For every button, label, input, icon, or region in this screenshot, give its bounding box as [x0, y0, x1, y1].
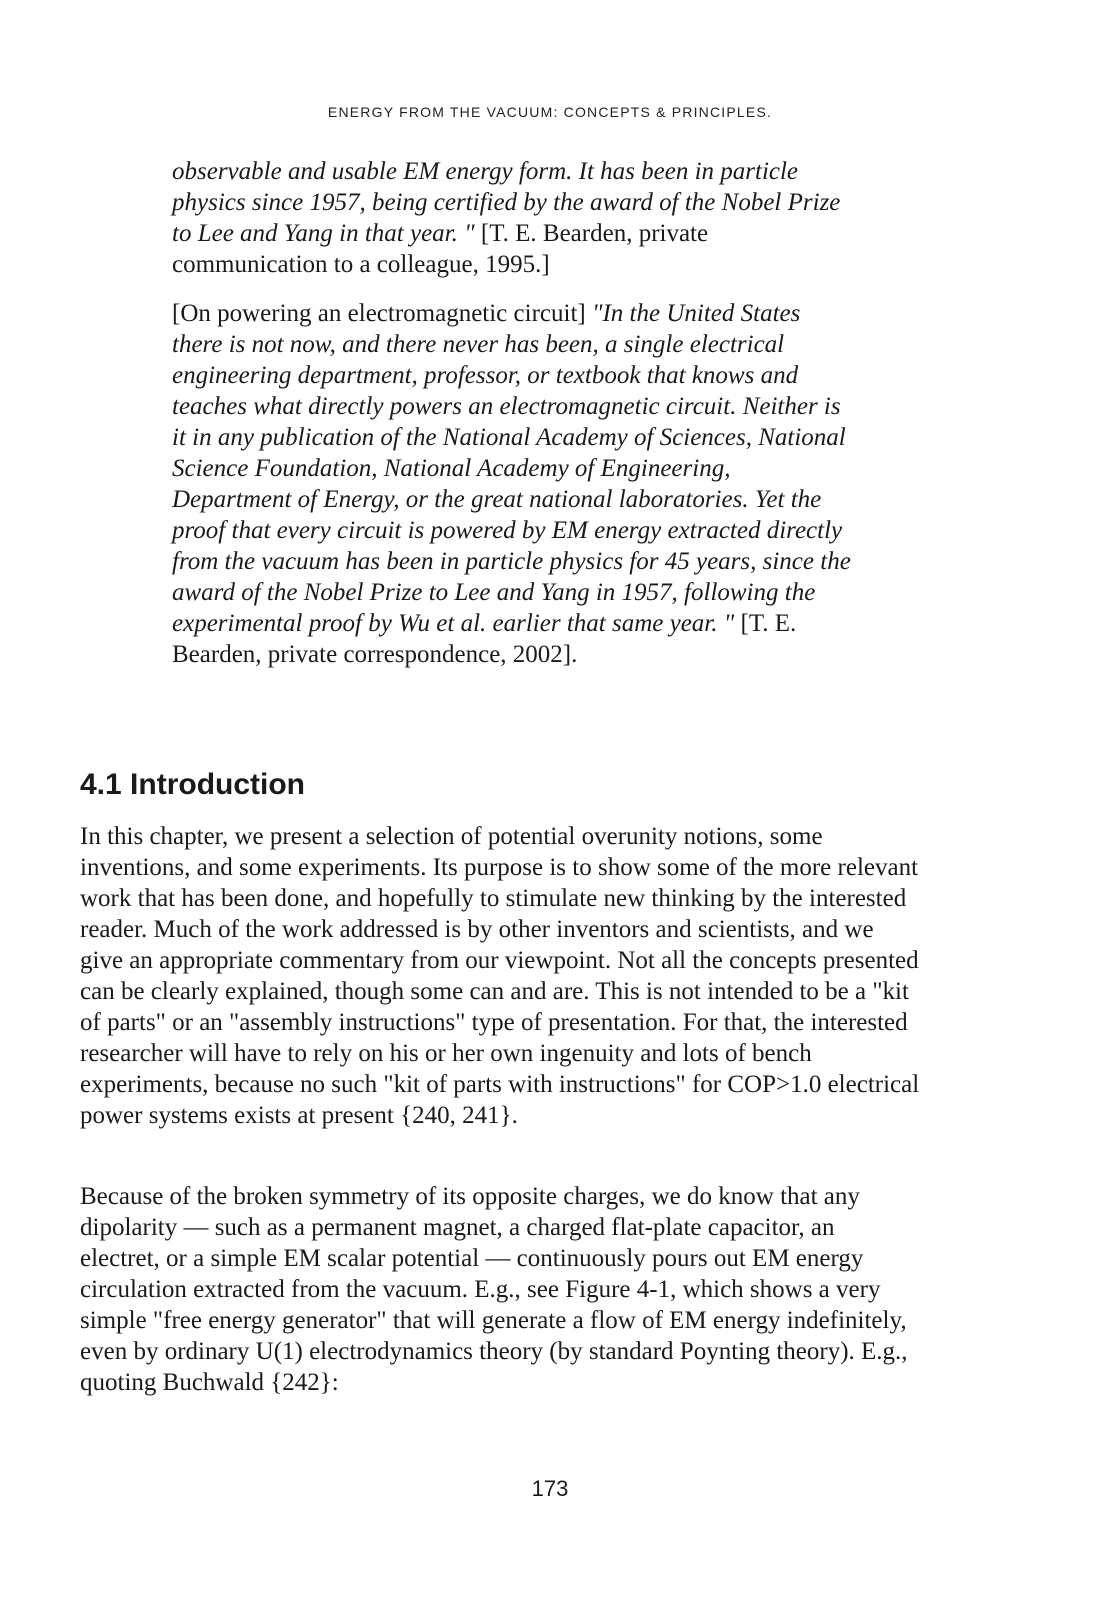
body-paragraph: In this chapter, we present a selection of potential overunity notions, some inventions, and some experiments. Its purpose is to show some of the more relevant work that has been done, and hopefully to stimulate new thinking by the interested reader. Much of the work addressed is by other inventors and scientists, and we give an appropriate commentary from our viewpoint. Not all the concepts presented can be clearly explained, though some can and are. This is not intended to be a "kit of parts" or an "assembly instructions" type of presentation. For that, the interested researcher will have to rely on his or her own ingenuity and lots of bench experiments, because no such "kit of parts with instructions" for COP>1.0 electrical power systems exists at present {240, 241}. [80, 823, 920, 1129]
body-paragraph: Because of the broken symmetry of its opposite charges, we do know that any dipolarity — such as a permanent magnet, a charged flat-plate capacitor, an electret, or a simple EM scalar potential — continuously pours out EM energy circulation extracted from the vacuum. E.g., see Figure 4-1, which shows a very simple "free energy generator" that will generate a flow of EM energy indefinitely, even by ordinary U(1) electrodynamics theory (by standard Poynting theory). E.g., quoting Buchwald {242}: [80, 1183, 908, 1396]
quote-block [172, 156, 852, 280]
page-number: 173 [531, 1476, 569, 1501]
quote-lead: [On powering an electromagnetic circuit] [172, 300, 592, 327]
quote-paragraph [172, 156, 852, 280]
running-head: ENERGY FROM THE VACUUM: CONCEPTS & PRINCIPLES. [327, 104, 773, 120]
quote-block [172, 298, 852, 670]
quote-italic-text: "In the United States there is not now, and there never has been, a single electrical engineering department, professor, or textbook that knows and teaches what directly powers an electromagnetic circuit. Neither is it in any publication of the National Academy of Sciences, National Science Foundation, National Academy of Engineering, Department of Energy, or the great national laboratories. Yet the proof that every circuit is powered by EM energy extracted directly from the vacuum has been in particle physics for 45 years, since the award of the Nobel Prize to Lee and Yang in 1957, following the experimental proof by Wu et al. earlier that same year. " [172, 300, 851, 637]
quote-citation: [T. E. Bearden, private communication to a colleague, 1995.] [172, 220, 709, 278]
section-heading: 4.1 Introduction [80, 768, 305, 801]
quote-italic-text: observable and usable EM energy form. It has been in particle physics since 1957, being certified by the award of the Nobel Prize to Lee and Yang in that year. " [172, 158, 841, 247]
quote-citation: [T. E. Bearden, private correspondence, 2002]. [172, 610, 797, 668]
quote-paragraph [172, 298, 852, 670]
